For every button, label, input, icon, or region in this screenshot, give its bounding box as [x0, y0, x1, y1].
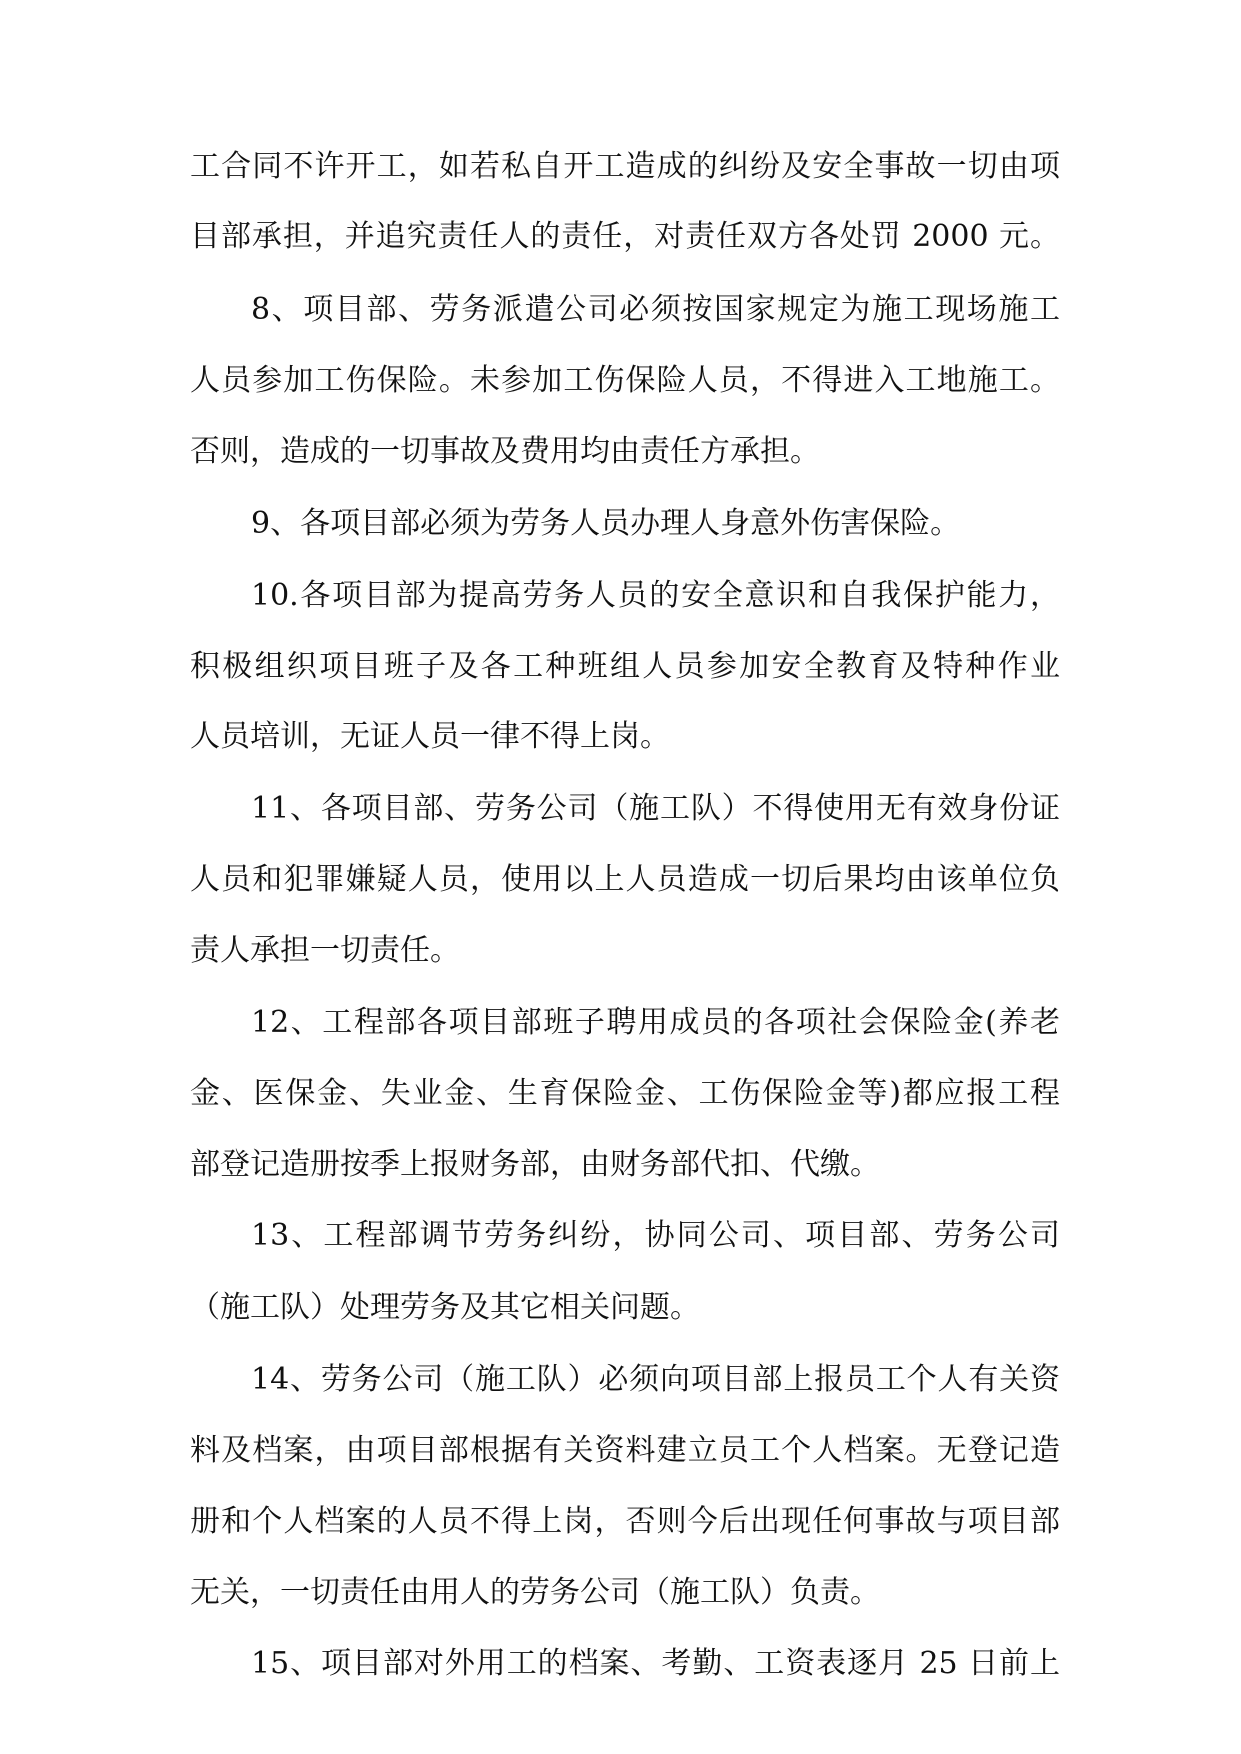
text-line: 9、各项目部必须为劳务人员办理人身意外伤害保险。	[251, 506, 961, 541]
text-line: 11、各项目部、劳务公司（施工队）不得使用无有效身份证	[251, 791, 1060, 826]
text-line: 10.各项目部为提高劳务人员的安全意识和自我保护能力，	[251, 578, 1060, 613]
text-line: 金、医保金、失业金、生育保险金、工伤保险金等)都应报工程	[190, 1076, 1060, 1111]
text-line: 8、项目部、劳务派遣公司必须按国家规定为施工现场施工	[251, 292, 1060, 327]
text-line: 无关，一切责任由用人的劳务公司（施工队）负责。	[190, 1575, 880, 1610]
text-line: 工合同不许开工，如若私自开工造成的纠纷及安全事故一切由项	[190, 149, 1060, 184]
text-line: 人员参加工伤保险。未参加工伤保险人员，不得进入工地施工。	[190, 363, 1060, 398]
text-line: 料及档案，由项目部根据有关资料建立员工个人档案。无登记造	[190, 1433, 1060, 1468]
text-line: 14、劳务公司（施工队）必须向项目部上报员工个人有关资	[251, 1362, 1060, 1397]
text-line: 积极组织项目班子及各工种班组人员参加安全教育及特种作业	[190, 649, 1060, 684]
text-line: （施工队）处理劳务及其它相关问题。	[190, 1290, 700, 1325]
text-line: 否则，造成的一切事故及费用均由责任方承担。	[190, 434, 820, 469]
text-line: 12、工程部各项目部班子聘用成员的各项社会保险金(养老	[251, 1005, 1060, 1040]
text-line: 15、项目部对外用工的档案、考勤、工资表逐月 25 日前上	[251, 1646, 1060, 1681]
text-line: 人员培训，无证人员一律不得上岗。	[190, 719, 670, 754]
text-line: 人员和犯罪嫌疑人员，使用以上人员造成一切后果均由该单位负	[190, 862, 1060, 897]
text-line: 部登记造册按季上报财务部，由财务部代扣、代缴。	[190, 1147, 880, 1182]
text-line: 13、工程部调节劳务纠纷，协同公司、项目部、劳务公司	[251, 1218, 1060, 1253]
text-line: 目部承担，并追究责任人的责任，对责任双方各处罚 2000 元。	[190, 219, 1060, 254]
text-line: 责人承担一切责任。	[190, 933, 460, 968]
text-line: 册和个人档案的人员不得上岗，否则今后出现任何事故与项目部	[190, 1504, 1060, 1539]
